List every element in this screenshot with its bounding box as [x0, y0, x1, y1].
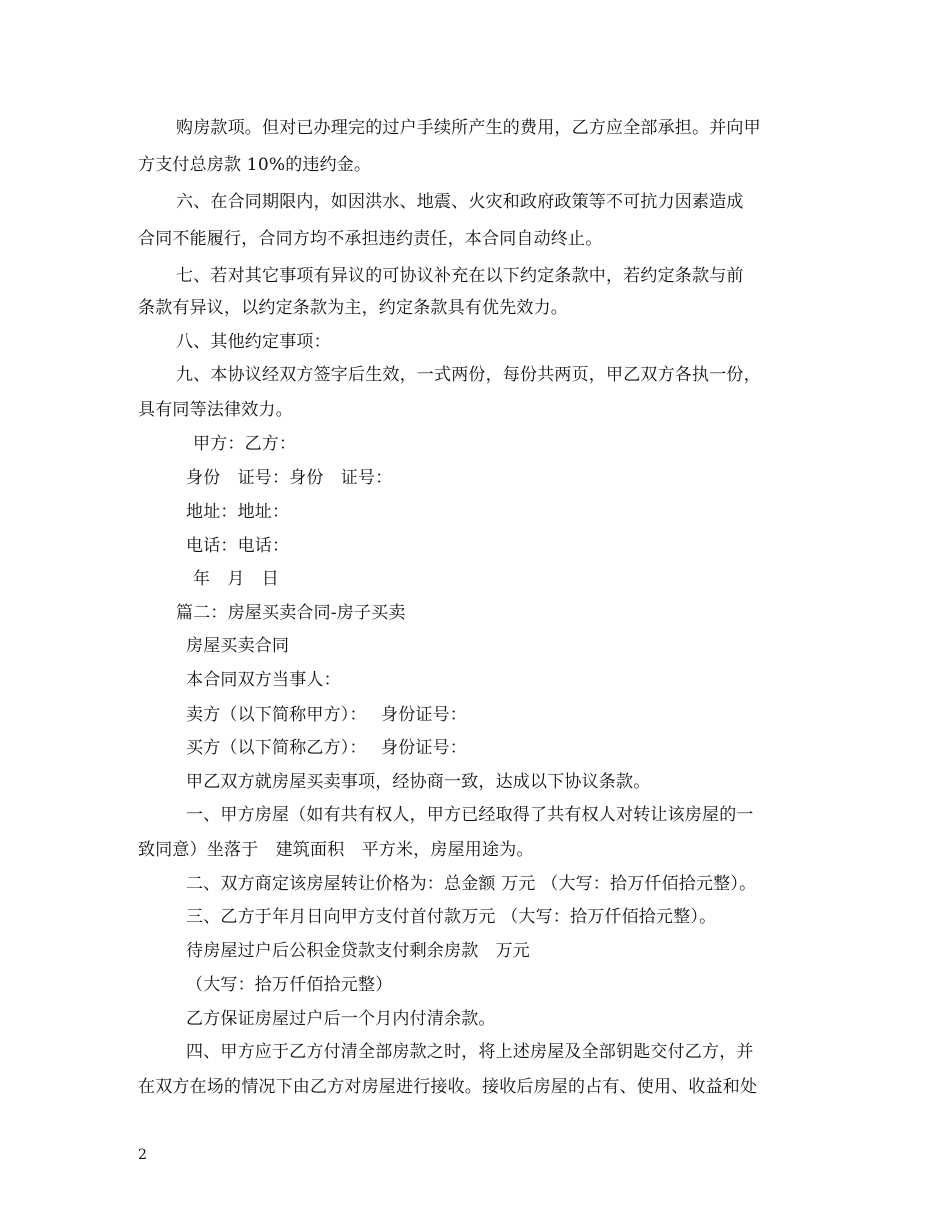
- text-line: 六、在合同期限内，如因洪水、地震、火灾和政府政策等不可抗力因素造成: [176, 192, 744, 212]
- buyer-line: 买方（以下简称乙方）： 身份证号：: [186, 738, 468, 758]
- section-heading: 篇二：房屋买卖合同-房子买卖: [176, 603, 406, 623]
- text-line: 九、本协议经双方签字后生效，一式两份，每份共两页，甲乙双方各执一份，: [176, 365, 761, 385]
- signature-phone-labels: 电话：电话：: [186, 536, 290, 556]
- signature-address-labels: 地址：地址：: [186, 502, 290, 522]
- text-line: 方支付总房款 10%的违约金。: [138, 155, 372, 175]
- text-line: 本合同双方当事人：: [186, 670, 341, 690]
- contract-title: 房屋买卖合同: [186, 636, 290, 656]
- text-line: 甲乙双方就房屋买卖事项，经协商一致，达成以下协议条款。: [186, 772, 651, 792]
- signature-date-label: 年 月 日: [193, 569, 279, 589]
- text-line: 一、甲方房屋（如有共有权人，甲方已经取得了共有权人对转让该房屋的一: [186, 805, 754, 825]
- text-line: 待房屋过户后公积金贷款支付剩余房款 万元: [186, 941, 530, 961]
- text-line: （大写：拾万仟佰拾元整）: [186, 975, 393, 995]
- signature-party-labels: 甲方：乙方：: [193, 434, 297, 454]
- text-line: 三、乙方于年月日向甲方支付首付款万元 （大写：拾万仟佰拾元整）。: [186, 907, 717, 927]
- text-line: 购房款项。但对已办理完的过户手续所产生的费用，乙方应全部承担。并向甲: [176, 118, 761, 138]
- text-line: 二、双方商定该房屋转让价格为：总金额 万元 （大写：拾万仟佰拾元整）。: [186, 874, 757, 894]
- text-line: 合同不能履行，合同方均不承担违约责任，本合同自动终止。: [138, 229, 603, 249]
- page-number: 2: [138, 1147, 147, 1163]
- text-line: 条款有异议，以约定条款为主，约定条款具有优先效力。: [138, 298, 568, 318]
- text-line: 致同意）坐落于 建筑面积 平方米，房屋用途为。: [138, 840, 534, 860]
- seller-line: 卖方（以下简称甲方）： 身份证号：: [186, 705, 468, 725]
- text-line: 四、甲方应于乙方付清全部房款之时，将上述房屋及全部钥匙交付乙方，并: [186, 1042, 754, 1062]
- text-line: 八、其他约定事项：: [176, 332, 331, 352]
- text-line: 乙方保证房屋过户后一个月内付清余款。: [186, 1009, 496, 1029]
- text-line: 在双方在场的情况下由乙方对房屋进行接收。接收后房屋的占有、使用、收益和处: [138, 1077, 758, 1097]
- text-line: 具有同等法律效力。: [138, 400, 293, 420]
- signature-id-labels: 身份 证号：身份 证号：: [186, 468, 393, 488]
- text-line: 七、若对其它事项有异议的可协议补充在以下约定条款中，若约定条款与前: [176, 266, 744, 286]
